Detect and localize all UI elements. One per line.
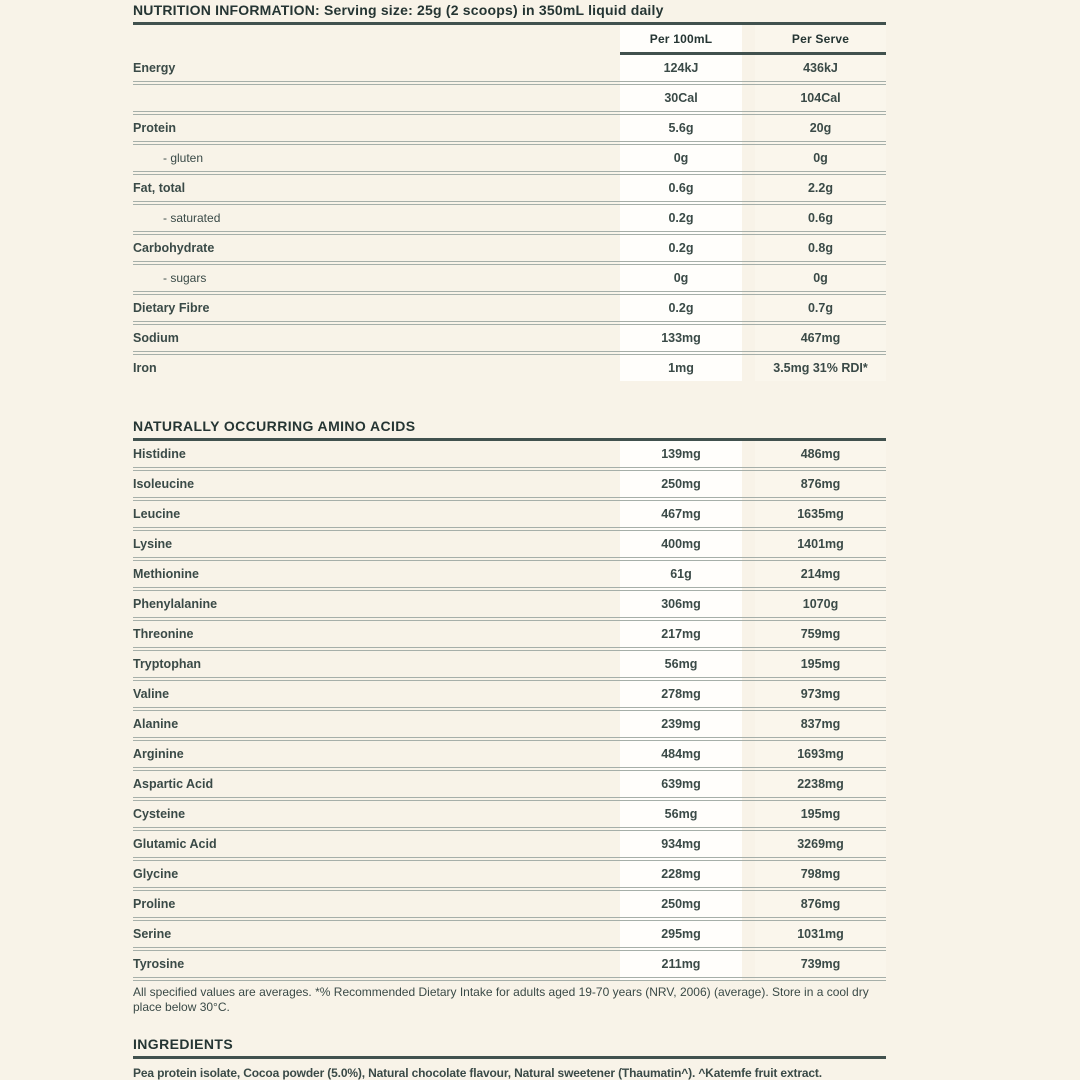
row-label: Sodium	[133, 331, 179, 345]
table-row	[133, 951, 886, 977]
table-row	[133, 531, 886, 557]
value-per-serve: 798mg	[800, 867, 841, 881]
amino-acids-table	[133, 441, 886, 981]
table-row	[133, 501, 886, 527]
row-label: Lysine	[133, 537, 173, 551]
value-per-serve: 486mg	[800, 447, 841, 461]
nutrition-table	[133, 25, 886, 381]
value-per-100ml: 228mg	[661, 867, 701, 881]
value-per-100ml: 133mg	[661, 331, 701, 345]
row-label: Threonine	[133, 627, 194, 641]
value-per-serve: 3.5mg 31% RDI*	[773, 361, 868, 375]
table-row	[133, 921, 886, 947]
row-label: - saturated	[163, 211, 221, 225]
value-per-serve: 436kJ	[803, 61, 838, 75]
table-row	[133, 801, 886, 827]
value-per-100ml: 61g	[670, 567, 692, 581]
value-per-serve: 0g	[813, 271, 828, 285]
value-per-serve: 759mg	[800, 627, 841, 641]
table-row	[133, 295, 886, 321]
value-per-100ml: 400mg	[661, 537, 701, 551]
value-per-100ml: 467mg	[661, 507, 701, 521]
value-per-serve: 0.7g	[807, 301, 833, 315]
value-per-100ml: 56mg	[664, 657, 698, 671]
value-per-100ml: 56mg	[664, 807, 698, 821]
row-label: Protein	[133, 121, 177, 135]
row-label: Leucine	[133, 507, 181, 521]
value-per-100ml: 30Cal	[664, 91, 698, 105]
value-per-serve: 195mg	[800, 807, 841, 821]
table-row	[133, 891, 886, 917]
value-per-serve: 739mg	[800, 957, 841, 971]
row-label: Isoleucine	[133, 477, 195, 491]
table-row	[133, 205, 886, 231]
table-row	[133, 471, 886, 497]
storage-and-rdi-footnote: All specified values are averages. *% Recommended Dietary Intake for adults aged 19-70 years (NRV, 2006) (average). Store in a cool dry place below 30°C.	[133, 985, 869, 1014]
value-per-serve: 104Cal	[800, 91, 841, 105]
value-per-serve: 1031mg	[797, 927, 844, 941]
table-row	[133, 561, 886, 587]
row-label: Carbohydrate	[133, 241, 215, 255]
value-per-serve: 837mg	[800, 717, 841, 731]
value-per-100ml: 484mg	[661, 747, 701, 761]
value-per-100ml: 139mg	[661, 447, 701, 461]
row-label: Proline	[133, 897, 176, 911]
value-per-100ml: 0.2g	[668, 211, 694, 225]
table-row	[133, 265, 886, 291]
table-row	[133, 115, 886, 141]
table-row	[133, 175, 886, 201]
value-per-serve: 0.8g	[807, 241, 833, 255]
value-per-100ml: 250mg	[661, 897, 701, 911]
row-label: Dietary Fibre	[133, 301, 210, 315]
value-per-serve: 2238mg	[797, 777, 844, 791]
nutrition-rows	[133, 55, 886, 381]
value-per-100ml: 5.6g	[668, 121, 694, 135]
value-per-100ml: 1mg	[668, 361, 694, 375]
row-label: - sugars	[163, 271, 207, 285]
row-label: Methionine	[133, 567, 199, 581]
row-label: Tryptophan	[133, 657, 202, 671]
row-label: Glutamic Acid	[133, 837, 217, 851]
table-row	[133, 441, 886, 467]
table-row	[133, 651, 886, 677]
table-row	[133, 145, 886, 171]
value-per-100ml: 278mg	[661, 687, 701, 701]
row-label: Alanine	[133, 717, 179, 731]
row-separator	[133, 977, 886, 981]
value-per-serve: 3269mg	[797, 837, 844, 851]
value-per-100ml: 0.2g	[668, 301, 694, 315]
row-label: Glycine	[133, 867, 179, 881]
value-per-serve: 1635mg	[797, 507, 844, 521]
table-row	[133, 591, 886, 617]
table-row	[133, 741, 886, 767]
value-per-serve: 0.6g	[807, 211, 833, 225]
amino-acids-section-title: NATURALLY OCCURRING AMINO ACIDS	[133, 418, 416, 434]
row-label: Cysteine	[133, 807, 186, 821]
row-label: Iron	[133, 361, 157, 375]
value-per-100ml: 211mg	[661, 957, 701, 971]
row-label: Phenylalanine	[133, 597, 218, 611]
value-per-serve: 1401mg	[797, 537, 844, 551]
table-header-row	[133, 25, 886, 52]
table-row	[133, 621, 886, 647]
value-per-serve: 0g	[813, 151, 828, 165]
value-per-serve: 20g	[809, 121, 832, 135]
row-label: Serine	[133, 927, 172, 941]
table-row	[133, 711, 886, 737]
value-per-100ml: 0.2g	[668, 241, 694, 255]
value-per-100ml: 250mg	[661, 477, 701, 491]
row-label: Tyrosine	[133, 957, 185, 971]
label-content	[133, 0, 886, 1080]
row-label: Fat, total	[133, 181, 186, 195]
row-label: Histidine	[133, 447, 186, 461]
value-per-100ml: 217mg	[661, 627, 701, 641]
ingredients-section-title: INGREDIENTS	[133, 1036, 234, 1052]
value-per-100ml: 0.6g	[668, 181, 694, 195]
table-row	[133, 681, 886, 707]
value-per-serve: 876mg	[800, 477, 841, 491]
value-per-serve: 214mg	[800, 567, 841, 581]
value-per-serve: 1693mg	[797, 747, 844, 761]
table-row	[133, 325, 886, 351]
value-per-serve: 2.2g	[807, 181, 833, 195]
value-per-100ml: 0g	[673, 151, 689, 165]
row-label: Valine	[133, 687, 170, 701]
table-row	[133, 55, 886, 81]
value-per-100ml: 306mg	[661, 597, 701, 611]
table-row	[133, 235, 886, 261]
value-per-100ml: 0g	[673, 271, 689, 285]
column-header-per-serve: Per Serve	[791, 31, 850, 46]
ingredients-rule	[133, 1056, 886, 1059]
value-per-serve: 195mg	[800, 657, 841, 671]
row-label: Arginine	[133, 747, 184, 761]
table-row	[133, 85, 886, 111]
value-per-100ml: 295mg	[661, 927, 701, 941]
value-per-100ml: 124kJ	[663, 61, 699, 75]
column-header-per-100ml: Per 100mL	[649, 31, 713, 46]
row-label: - gluten	[163, 151, 204, 165]
amino-acids-rows	[133, 441, 886, 981]
table-row	[133, 831, 886, 857]
ingredients-text: Pea protein isolate, Cocoa powder (5.0%), Natural chocolate flavour, Natural sweetener (Thaumatin^). ^Katemfe fruit extract.	[133, 1066, 822, 1080]
table-row	[133, 355, 886, 381]
value-per-serve: 973mg	[800, 687, 841, 701]
value-per-100ml: 239mg	[661, 717, 701, 731]
value-per-serve: 467mg	[800, 331, 841, 345]
value-per-100ml: 934mg	[661, 837, 701, 851]
value-per-100ml: 639mg	[661, 777, 701, 791]
value-per-serve: 1070g	[802, 597, 839, 611]
row-label: Energy	[133, 61, 176, 75]
row-label: Aspartic Acid	[133, 777, 214, 791]
value-per-serve: 876mg	[800, 897, 841, 911]
nutrition-information-title: NUTRITION INFORMATION: Serving size: 25g (2 scoops) in 350mL liquid daily	[133, 2, 664, 18]
table-row	[133, 771, 886, 797]
table-row	[133, 861, 886, 887]
